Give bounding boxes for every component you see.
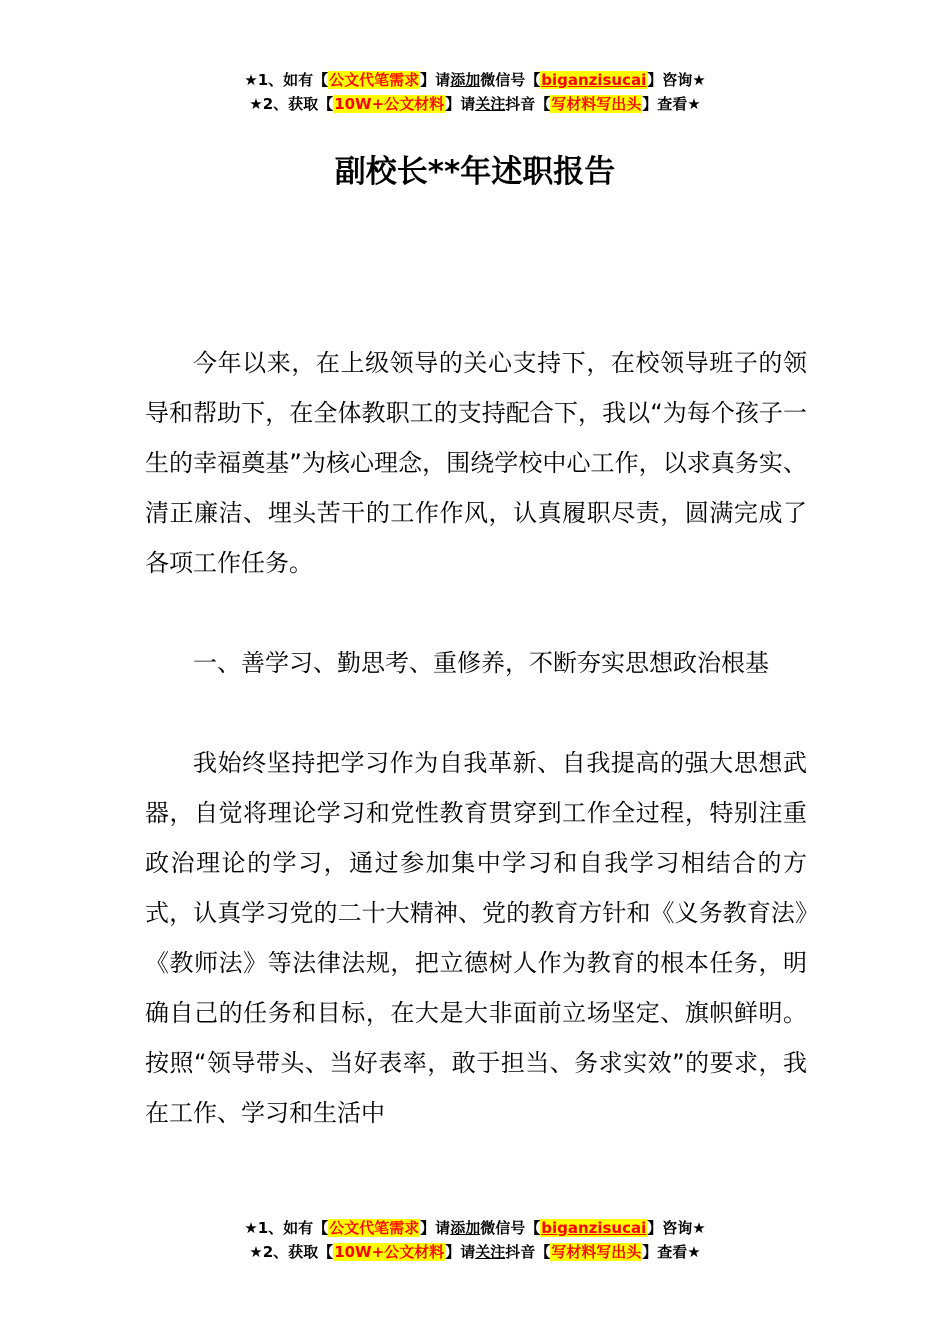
paragraph-section-1: 我始终坚持把学习作为自我革新、自我提高的强大思想武器，自觉将理论学习和党性教育贯穿到工作全过程，特别注重政治理论的学习，通过参加集中学习和自我学习相结合的方式，认真学习党的二十大精神、党的教育方针和《义务教育法》《教师法》等法律法规，把立德树人作为教育的根本任务，明确自己的任务和目标，在大是大非面前立场坚定、旗帜鲜明。按照“领导带头、当好表率，敢于担当、务求实效”的要求，我在工作、学习和生活中 xyxy=(145,749,807,1127)
banner-text: 】请 xyxy=(445,95,476,113)
banner-line-1 xyxy=(0,1216,950,1240)
banner-text: 】请 xyxy=(420,1219,451,1237)
header-banner xyxy=(0,68,950,116)
banner-text: 】查看★ xyxy=(642,95,701,113)
banner-text: 微信号【 xyxy=(480,71,541,89)
banner-text: 抖音【 xyxy=(505,95,551,113)
banner-emphasis: 添加 xyxy=(450,1219,481,1237)
banner-line-2 xyxy=(0,92,950,116)
douyin-highlight: 写材料写出头 xyxy=(551,95,642,113)
wechat-id-highlight: biganzisucai xyxy=(541,1219,647,1237)
banner-emphasis: 关注 xyxy=(475,1243,506,1261)
banner-line-2 xyxy=(0,1240,950,1264)
banner-text: ★1、如有【 xyxy=(244,1219,329,1237)
document-title: 副校长**年述职报告 xyxy=(334,154,616,190)
banner-text: 】请 xyxy=(420,71,451,89)
section-heading-1: 一、善学习、勤思考、重修养，不断夯实思想政治根基 xyxy=(193,649,769,677)
banner-highlight: 公文代笔需求 xyxy=(329,1219,420,1237)
banner-text: 】请 xyxy=(445,1243,476,1261)
wechat-id-highlight: biganzisucai xyxy=(541,71,647,89)
banner-text: 微信号【 xyxy=(480,1219,541,1237)
banner-emphasis: 关注 xyxy=(475,95,506,113)
banner-text: ★2、获取【 xyxy=(249,1243,334,1261)
banner-text: 】查看★ xyxy=(642,1243,701,1261)
banner-text: 】咨询★ xyxy=(647,71,706,89)
banner-line-1 xyxy=(0,68,950,92)
banner-emphasis: 添加 xyxy=(450,71,481,89)
footer-banner xyxy=(0,1216,950,1264)
banner-highlight: 10W+公文材料 xyxy=(334,1243,445,1261)
banner-highlight: 10W+公文材料 xyxy=(334,95,445,113)
banner-highlight: 公文代笔需求 xyxy=(329,71,420,89)
banner-text: 】咨询★ xyxy=(647,1219,706,1237)
banner-text: 抖音【 xyxy=(505,1243,551,1261)
paragraph-intro: 今年以来，在上级领导的关心支持下，在校领导班子的领导和帮助下，在全体教职工的支持配合下，我以“为每个孩子一生的幸福奠基”为核心理念，围绕学校中心工作，以求真务实、清正廉洁、埋头苦干的工作作风，认真履职尽责，圆满完成了各项工作任务。 xyxy=(145,349,807,577)
banner-text: ★1、如有【 xyxy=(244,71,329,89)
banner-text: ★2、获取【 xyxy=(249,95,334,113)
document-body xyxy=(145,338,807,1138)
douyin-highlight: 写材料写出头 xyxy=(551,1243,642,1261)
